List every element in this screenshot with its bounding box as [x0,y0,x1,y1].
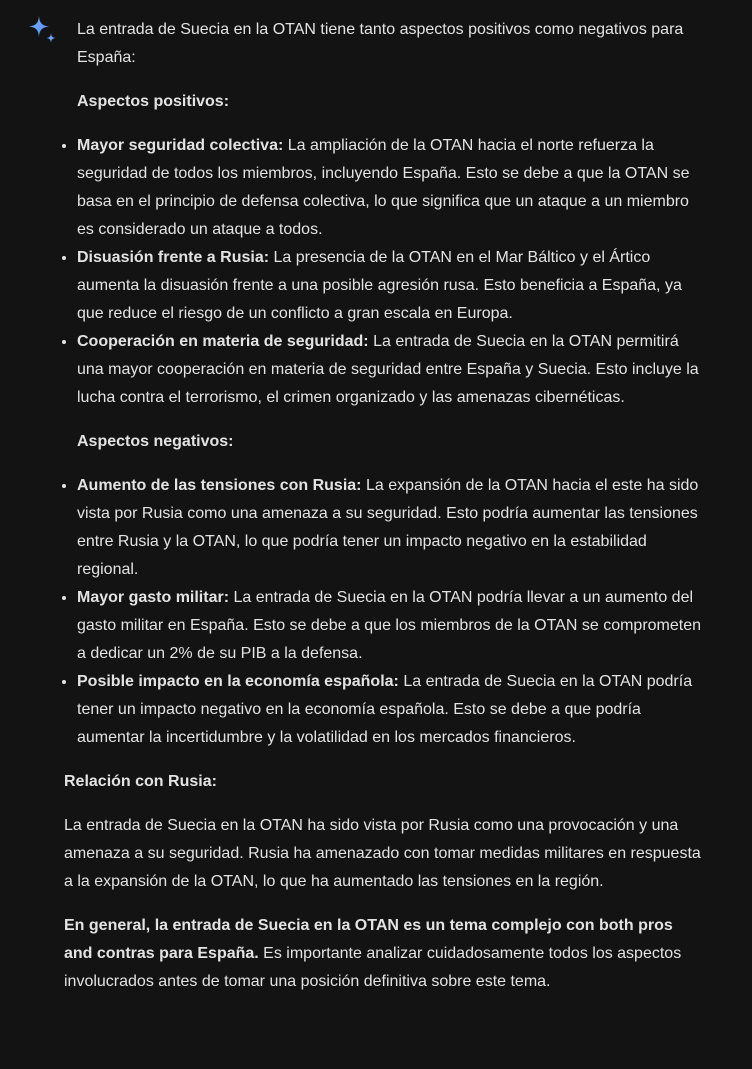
list-item [77,328,704,412]
item-title: Cooperación en materia de seguridad: [77,333,369,350]
list-item [77,132,704,244]
item-title: Mayor seguridad colectiva: [77,137,284,154]
response-content [64,16,704,1012]
item-text: La entrada de Suecia en la OTAN podría tener un impacto negativo en la economía española. Esto se debe a que podría aumentar la incertidumbre y la volatilidad en los mercados financieros. [77,673,693,746]
intro-paragraph: La entrada de Suecia en la OTAN tiene tanto aspectos positivos como negativos para España: [77,21,684,66]
list-item [77,244,704,328]
item-title: Disuasión frente a Rusia: [77,249,270,266]
list-item [77,668,704,752]
conclusion-text: Es importante analizar cuidadosamente todos los aspectos involucrados antes de tomar una posición definitiva sobre este tema. [64,945,682,990]
russia-heading: Relación con Rusia: [64,773,217,790]
item-text: La presencia de la OTAN en el Mar Báltico y el Ártico aumenta la disuasión frente a una posible agresión rusa. Esto beneficia a España, ya que reduce el riesgo de un conflicto a gran escala en Europa. [77,249,682,322]
negative-heading: Aspectos negativos: [77,433,234,450]
item-text: La entrada de Suecia en la OTAN permitirá una mayor cooperación en materia de seguridad entre España y Suecia. Esto incluye la lucha contra el terrorismo, el crimen organizado y las amenazas cibernéticas. [77,333,699,406]
item-text: La expansión de la OTAN hacia el este ha sido vista por Rusia como una amenaza a su seguridad. Esto podría aumentar las tensiones entre Rusia y la OTAN, lo que podría tener un impacto negativo en la estabilidad regional. [77,477,699,578]
item-text: La ampliación de la OTAN hacia el norte refuerza la seguridad de todos los miembros, incluyendo España. Esto se debe a que la OTAN se basa en el principio de defensa colectiva, lo que significa que un ataque a un miembro es considerado un ataque a todos. [77,137,690,238]
item-title: Posible impacto en la economía española: [77,673,399,690]
item-text: La entrada de Suecia en la OTAN podría llevar a un aumento del gasto militar en España. Esto se debe a que los miembros de la OTAN se comprometen a dedicar un 2% de su PIB a la defensa. [77,589,702,662]
list-item [77,472,704,584]
conclusion-paragraph [64,912,704,996]
list-item [77,584,704,668]
positive-list [64,132,704,412]
positive-heading: Aspectos positivos: [77,93,230,110]
gemini-sparkle-icon [26,14,58,46]
russia-paragraph: La entrada de Suecia en la OTAN ha sido vista por Rusia como una provocación y una amenaza a su seguridad. Rusia ha amenazado con tomar medidas militares en respuesta a la expansión de la OTAN, lo que ha aumentado las tensiones en la región. [64,817,701,890]
item-title: Mayor gasto militar: [77,589,230,606]
negative-list [64,472,704,752]
item-title: Aumento de las tensiones con Rusia: [77,477,362,494]
conclusion-bold: En general, la entrada de Suecia en la OTAN es un tema complejo con both pros and contras para España. [64,917,673,962]
